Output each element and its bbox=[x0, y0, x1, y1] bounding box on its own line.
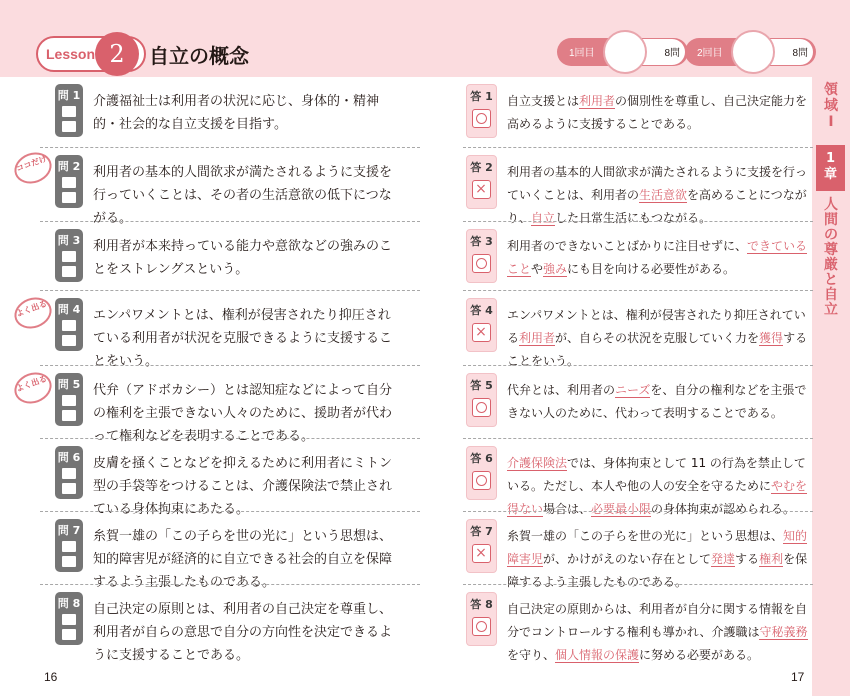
answer-text-segment: を、自分の権利などを主張できない人のために、代わって表明することである。 bbox=[507, 383, 807, 420]
answer-keyword: 自立 bbox=[531, 211, 556, 225]
question-4-label: 問 4 bbox=[57, 303, 81, 316]
question-5-badge bbox=[55, 373, 83, 426]
round-2-label: 2回目 bbox=[697, 48, 723, 59]
question-4-checkbox-1[interactable] bbox=[62, 320, 76, 331]
correct-mark-icon bbox=[476, 258, 487, 269]
chapter-title bbox=[813, 198, 849, 318]
question-8-text: 自己決定の原則とは、利用者の自己決定を尊重し、利用者が自らの意思で自分の方向性を決定できるように支援することである。 bbox=[93, 602, 393, 663]
answer-keyword: 生活意欲 bbox=[639, 188, 688, 202]
question-7-text: 糸賀一雄の「この子らを世の光に」という思想は、知的障害児が経済的に自立できる社会的自立を保障するよう主張したものである。 bbox=[93, 529, 393, 590]
answer-text-segment: にも目を向ける必要性がある。 bbox=[567, 262, 736, 276]
answer-keyword: ニーズ bbox=[615, 383, 651, 397]
question-8-checkbox-2[interactable] bbox=[62, 629, 76, 640]
answer-5-label: 答 5 bbox=[470, 379, 493, 392]
row-divider-left bbox=[40, 147, 420, 148]
answer-text-segment: 利用者の基本的人間欲求が満たされるように支援を行っていくことは、利用者の bbox=[507, 165, 808, 202]
chapter-domain bbox=[813, 82, 849, 130]
question-4-tag: よく出る bbox=[10, 292, 56, 333]
answer-5-mark bbox=[472, 398, 491, 417]
question-7-checkbox-2[interactable] bbox=[62, 556, 76, 567]
question-6-text: 皮膚を掻くことなどを抑えるために利用者にミトン型の手袋等をつけることは、介護保険法で禁止されている身体拘束にあたる。 bbox=[93, 456, 393, 517]
answer-3-text bbox=[507, 235, 812, 281]
question-2-badge bbox=[55, 155, 83, 208]
answer-text-segment: を高めることにつながり、 bbox=[507, 188, 807, 225]
answer-4-text bbox=[507, 304, 812, 373]
answer-8-label: 答 8 bbox=[470, 598, 493, 611]
answer-keyword: 守秘義務 bbox=[759, 625, 808, 639]
answer-7-badge bbox=[466, 519, 497, 573]
vertical-char: 人 bbox=[824, 197, 838, 213]
right-page-number: 17 bbox=[791, 670, 805, 684]
answer-text-segment: エンパワメントとは、権利が侵害されたり抑圧されている bbox=[507, 308, 806, 345]
question-5-checkbox-2[interactable] bbox=[62, 410, 76, 421]
answer-1-text bbox=[507, 90, 812, 136]
answer-5-text bbox=[507, 379, 812, 425]
chapter-label-box bbox=[816, 145, 845, 191]
row-divider-right bbox=[463, 365, 813, 366]
round-1-count: 8問 bbox=[664, 48, 680, 59]
question-6-badge bbox=[55, 446, 83, 499]
correct-mark-icon bbox=[476, 621, 487, 632]
answer-keyword: 利用者 bbox=[579, 94, 616, 108]
page-title: 自立の概念 bbox=[149, 44, 249, 68]
question-3-text: 利用者が本来持っている能力や意欲などの強みのことをストレングスという。 bbox=[93, 239, 393, 277]
question-5-checkbox-1[interactable] bbox=[62, 395, 76, 406]
row-divider-right bbox=[463, 147, 813, 148]
answer-keyword: 権利 bbox=[759, 552, 784, 566]
answer-text-segment: に努める必要がある。 bbox=[639, 648, 760, 662]
question-6-checkbox-1[interactable] bbox=[62, 468, 76, 479]
vertical-char: 章 bbox=[823, 167, 837, 182]
row-divider-left bbox=[40, 438, 420, 439]
question-1-badge bbox=[55, 84, 83, 137]
answer-1-badge bbox=[466, 84, 497, 138]
question-2-tag: ココだけ bbox=[10, 147, 56, 188]
question-2-checkbox-2[interactable] bbox=[62, 192, 76, 203]
question-3-checkbox-1[interactable] bbox=[62, 251, 76, 262]
answer-text-segment: を保障するよう主張したものである。 bbox=[507, 552, 808, 589]
answer-2-badge bbox=[466, 155, 497, 209]
vertical-char: Ⅰ bbox=[828, 114, 834, 130]
answer-5-badge bbox=[466, 373, 497, 427]
vertical-char: 領 bbox=[824, 82, 838, 98]
question-8-label: 問 8 bbox=[57, 597, 81, 610]
question-1-label: 問 1 bbox=[57, 89, 81, 102]
answer-3-mark bbox=[472, 254, 491, 273]
question-4-checkbox-2[interactable] bbox=[62, 335, 76, 346]
question-7-label: 問 7 bbox=[57, 524, 81, 537]
row-divider-left bbox=[40, 511, 420, 512]
row-divider-left bbox=[40, 221, 420, 222]
row-divider-left bbox=[40, 584, 420, 585]
answer-8-badge bbox=[466, 592, 497, 646]
answer-text-segment: 糸賀一雄の「この子らを世の光に」という思想は、 bbox=[507, 529, 784, 543]
vertical-char: 1 bbox=[825, 151, 836, 166]
answer-text-segment: する bbox=[735, 552, 760, 566]
answer-text-segment: が、かけがえのない存在として bbox=[543, 552, 712, 566]
vertical-char: 立 bbox=[824, 302, 838, 318]
answer-6-label: 答 6 bbox=[470, 452, 493, 465]
answer-1-label: 答 1 bbox=[470, 90, 493, 103]
answer-8-text bbox=[507, 598, 812, 667]
round-1-label: 1回目 bbox=[569, 48, 595, 59]
chapter-title-text bbox=[813, 198, 849, 318]
question-3-label: 問 3 bbox=[57, 234, 81, 247]
question-4-badge bbox=[55, 298, 83, 351]
vertical-char: 自 bbox=[824, 287, 838, 303]
answer-2-label: 答 2 bbox=[470, 161, 493, 174]
answer-text-segment: 自立支援とは bbox=[507, 94, 580, 108]
round-1-checker bbox=[557, 38, 688, 66]
row-divider-left bbox=[40, 290, 420, 291]
vertical-char: 域 bbox=[824, 98, 838, 114]
vertical-char: 尊 bbox=[824, 242, 838, 258]
answer-keyword: 必要最小限 bbox=[591, 502, 652, 516]
question-5-text: 代弁（アドボカシー）とは認知症などによって自分の権利を主張できない人々のために、援助者が代わって権利などを表明することである。 bbox=[93, 383, 393, 444]
chapter-label bbox=[816, 151, 845, 183]
answer-text-segment: の個別性を尊重し、自己決定能力を高めるように支援することである。 bbox=[507, 94, 808, 131]
question-3-badge bbox=[55, 229, 83, 282]
question-2-label: 問 2 bbox=[57, 160, 81, 173]
round-1-score-circle bbox=[603, 30, 647, 74]
row-divider-right bbox=[463, 290, 813, 291]
correct-mark-icon bbox=[476, 402, 487, 413]
row-divider-right bbox=[463, 584, 813, 585]
answer-keyword: 獲得 bbox=[759, 331, 784, 345]
answer-6-mark bbox=[472, 471, 491, 490]
answer-keyword: やむを得ない bbox=[507, 479, 808, 516]
correct-mark-icon bbox=[476, 113, 487, 124]
answer-text-segment: することをいう。 bbox=[507, 331, 808, 368]
answer-text-segment: の身体拘束が認められる。 bbox=[651, 502, 796, 516]
row-divider-right bbox=[463, 221, 813, 222]
answer-keyword: 介護保険法 bbox=[507, 456, 568, 470]
answer-text-segment: を守り、 bbox=[507, 648, 556, 662]
question-1-text: 介護福祉士は利用者の状況に応じ、身体的・精神的・社会的な自立支援を目指す。 bbox=[93, 94, 380, 132]
lesson-number: 2 bbox=[95, 32, 139, 76]
vertical-char: 間 bbox=[824, 212, 838, 228]
answer-4-mark bbox=[472, 323, 491, 342]
answer-keyword: 利用者 bbox=[519, 331, 556, 345]
question-4-text: エンパワメントとは、権利が侵害されたり抑圧されている利用者が状況を克服できるように支援することをいう。 bbox=[93, 308, 393, 369]
correct-mark-icon bbox=[476, 475, 487, 486]
answer-keyword: 発達 bbox=[711, 552, 736, 566]
answer-text-segment: や bbox=[531, 262, 544, 276]
chapter-domain-text bbox=[813, 82, 849, 130]
answer-text-segment: 場合は、 bbox=[543, 502, 592, 516]
question-2-checkbox-1[interactable] bbox=[62, 177, 76, 188]
answer-2-mark bbox=[472, 180, 491, 199]
question-8-checkbox-1[interactable] bbox=[62, 614, 76, 625]
row-divider-left bbox=[40, 365, 420, 366]
round-2-score-circle bbox=[731, 30, 775, 74]
answer-3-badge bbox=[466, 229, 497, 283]
question-7-checkbox-1[interactable] bbox=[62, 541, 76, 552]
question-2-text: 利用者の基本的人間欲求が満たされるように支援を行っていくことは、その者の生活意欲の低下につながる。 bbox=[93, 165, 393, 226]
question-3-checkbox-2[interactable] bbox=[62, 266, 76, 277]
answer-text-segment: では、身体拘束として 11 の行為を禁止している。ただし、本人や他の人の安全を守るために bbox=[507, 456, 806, 493]
lesson-label: Lesson bbox=[46, 46, 96, 62]
answer-6-badge bbox=[466, 446, 497, 500]
answer-7-mark bbox=[472, 544, 491, 563]
question-1-checkbox-2[interactable] bbox=[62, 121, 76, 132]
question-8-badge bbox=[55, 592, 83, 645]
question-5-tag: よく出る bbox=[10, 367, 56, 408]
round-2-count: 8問 bbox=[792, 48, 808, 59]
left-page-number: 16 bbox=[44, 670, 58, 684]
answer-text-segment: 利用者のできないことばかりに注目せずに、 bbox=[507, 239, 748, 253]
question-7-badge bbox=[55, 519, 83, 572]
answer-4-label: 答 4 bbox=[470, 304, 493, 317]
answer-1-mark bbox=[472, 109, 491, 128]
answer-keyword: できていること bbox=[507, 239, 808, 276]
answer-keyword: 強み bbox=[543, 262, 568, 276]
question-6-checkbox-2[interactable] bbox=[62, 483, 76, 494]
incorrect-mark-icon: × bbox=[475, 324, 487, 340]
vertical-char: 厳 bbox=[824, 257, 838, 273]
answer-3-label: 答 3 bbox=[470, 235, 493, 248]
vertical-char: と bbox=[824, 272, 838, 288]
answer-text-segment: 代弁とは、利用者の bbox=[507, 383, 616, 397]
row-divider-right bbox=[463, 511, 813, 512]
question-5-label: 問 5 bbox=[57, 378, 81, 391]
answer-text-segment: した日常生活にもつながる。 bbox=[555, 211, 712, 225]
answer-keyword: 個人情報の保護 bbox=[555, 648, 640, 662]
vertical-char: の bbox=[824, 227, 838, 243]
answer-text-segment: 自己決定の原則からは、利用者が自分に関する情報を自分でコントロールする権利も導かれ、介護職は bbox=[507, 602, 808, 639]
question-6-label: 問 6 bbox=[57, 451, 81, 464]
answer-2-text bbox=[507, 161, 812, 230]
incorrect-mark-icon: × bbox=[475, 181, 487, 197]
answer-text-segment: が、自らその状況を克服していく力を bbox=[555, 331, 760, 345]
row-divider-right bbox=[463, 438, 813, 439]
answer-keyword: 知的障害児 bbox=[507, 529, 808, 566]
answer-7-label: 答 7 bbox=[470, 525, 493, 538]
question-1-checkbox-1[interactable] bbox=[62, 106, 76, 117]
answer-8-mark bbox=[472, 617, 491, 636]
incorrect-mark-icon: × bbox=[475, 545, 487, 561]
round-2-checker bbox=[685, 38, 816, 66]
answer-4-badge bbox=[466, 298, 497, 352]
